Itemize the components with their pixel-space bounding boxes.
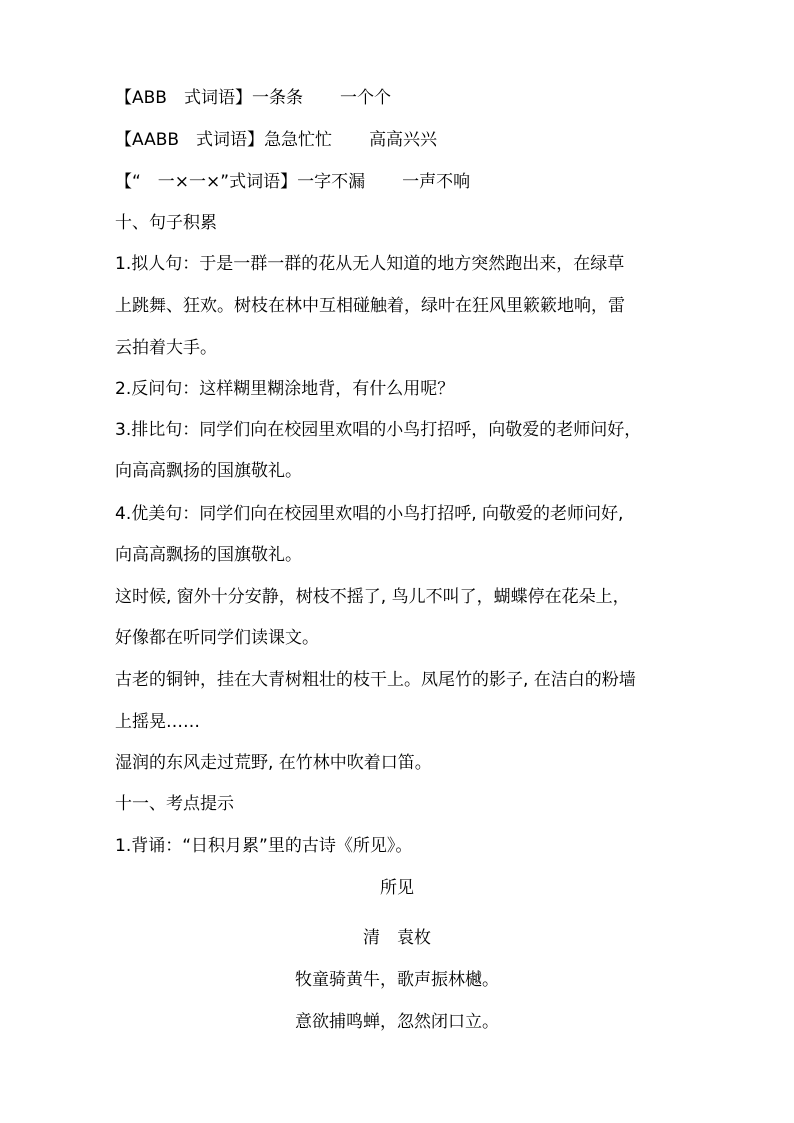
vocab-row-abb: [115, 88, 391, 108]
vocab-item: 一声不响: [402, 172, 471, 192]
paragraph-line: 上跳舞、狂欢。树枝在林中互相碰触着，绿叶在狂风里簌簌地响，雷: [115, 296, 625, 316]
paragraph-line: 1.拟人句：于是一群一群的花从无人知道的地方突然跑出来，在绿草: [115, 254, 625, 274]
paragraph-line: 3.排比句：同学们向在校园里欢唱的小鸟打招呼，向敬爱的老师问好，: [115, 420, 642, 440]
paragraph-line: 这时候, 窗外十分安静，树枝不摇了, 鸟儿不叫了，蝴蝶停在花朵上，: [115, 587, 630, 607]
poem-line: 意欲捕鸣蝉，忽然闭口立。: [295, 1012, 499, 1032]
paragraph-line: 云拍着大手。: [115, 338, 217, 358]
vocab-row-aabb: [115, 130, 437, 150]
vocab-item: 一字不漏: [297, 172, 366, 192]
paragraph-line: 向高高飘扬的国旗敬礼。: [115, 461, 302, 481]
vocab-label: 【AABB 式词语】: [115, 130, 265, 150]
vocab-item: 急急忙忙: [264, 130, 333, 150]
section-heading-exam-tips: 十一、考点提示: [115, 794, 234, 814]
poem-title: 所见: [380, 878, 414, 898]
vocab-item: 一条条: [251, 88, 303, 108]
vocab-label: 【ABB 式词语】: [115, 88, 252, 108]
paragraph-line: 上摇晃……: [115, 712, 200, 732]
paragraph-line: 1.背诵：“日积月累”里的古诗《所见》。: [115, 836, 413, 856]
paragraph-line: 湿润的东风走过荒野, 在竹林中吹着口笛。: [115, 753, 432, 773]
paragraph-line: 向高高飘扬的国旗敬礼。: [115, 545, 302, 565]
vocab-label: 【“ 一×一×”式词语】: [115, 172, 298, 192]
paragraph-line: 4.优美句：同学们向在校园里欢唱的小鸟打招呼, 向敬爱的老师问好,: [115, 504, 624, 524]
paragraph-line: 古老的铜钟，挂在大青树粗壮的枝干上。凤尾竹的影子, 在洁白的粉墙: [115, 670, 636, 690]
paragraph-line: 2.反问句：这样糊里糊涂地背，有什么用呢？: [115, 379, 455, 399]
section-heading-sentences: 十、句子积累: [115, 213, 217, 233]
vocab-item: 一个个: [339, 88, 391, 108]
poem-author: 清 袁枚: [363, 928, 431, 948]
vocab-row-yi-x-yi-x: [115, 172, 470, 192]
poem-line: 牧童骑黄牛，歌声振林樾。: [295, 970, 499, 990]
paragraph-line: 好像都在听同学们读课文。: [115, 628, 319, 648]
vocab-item: 高高兴兴: [369, 130, 438, 150]
